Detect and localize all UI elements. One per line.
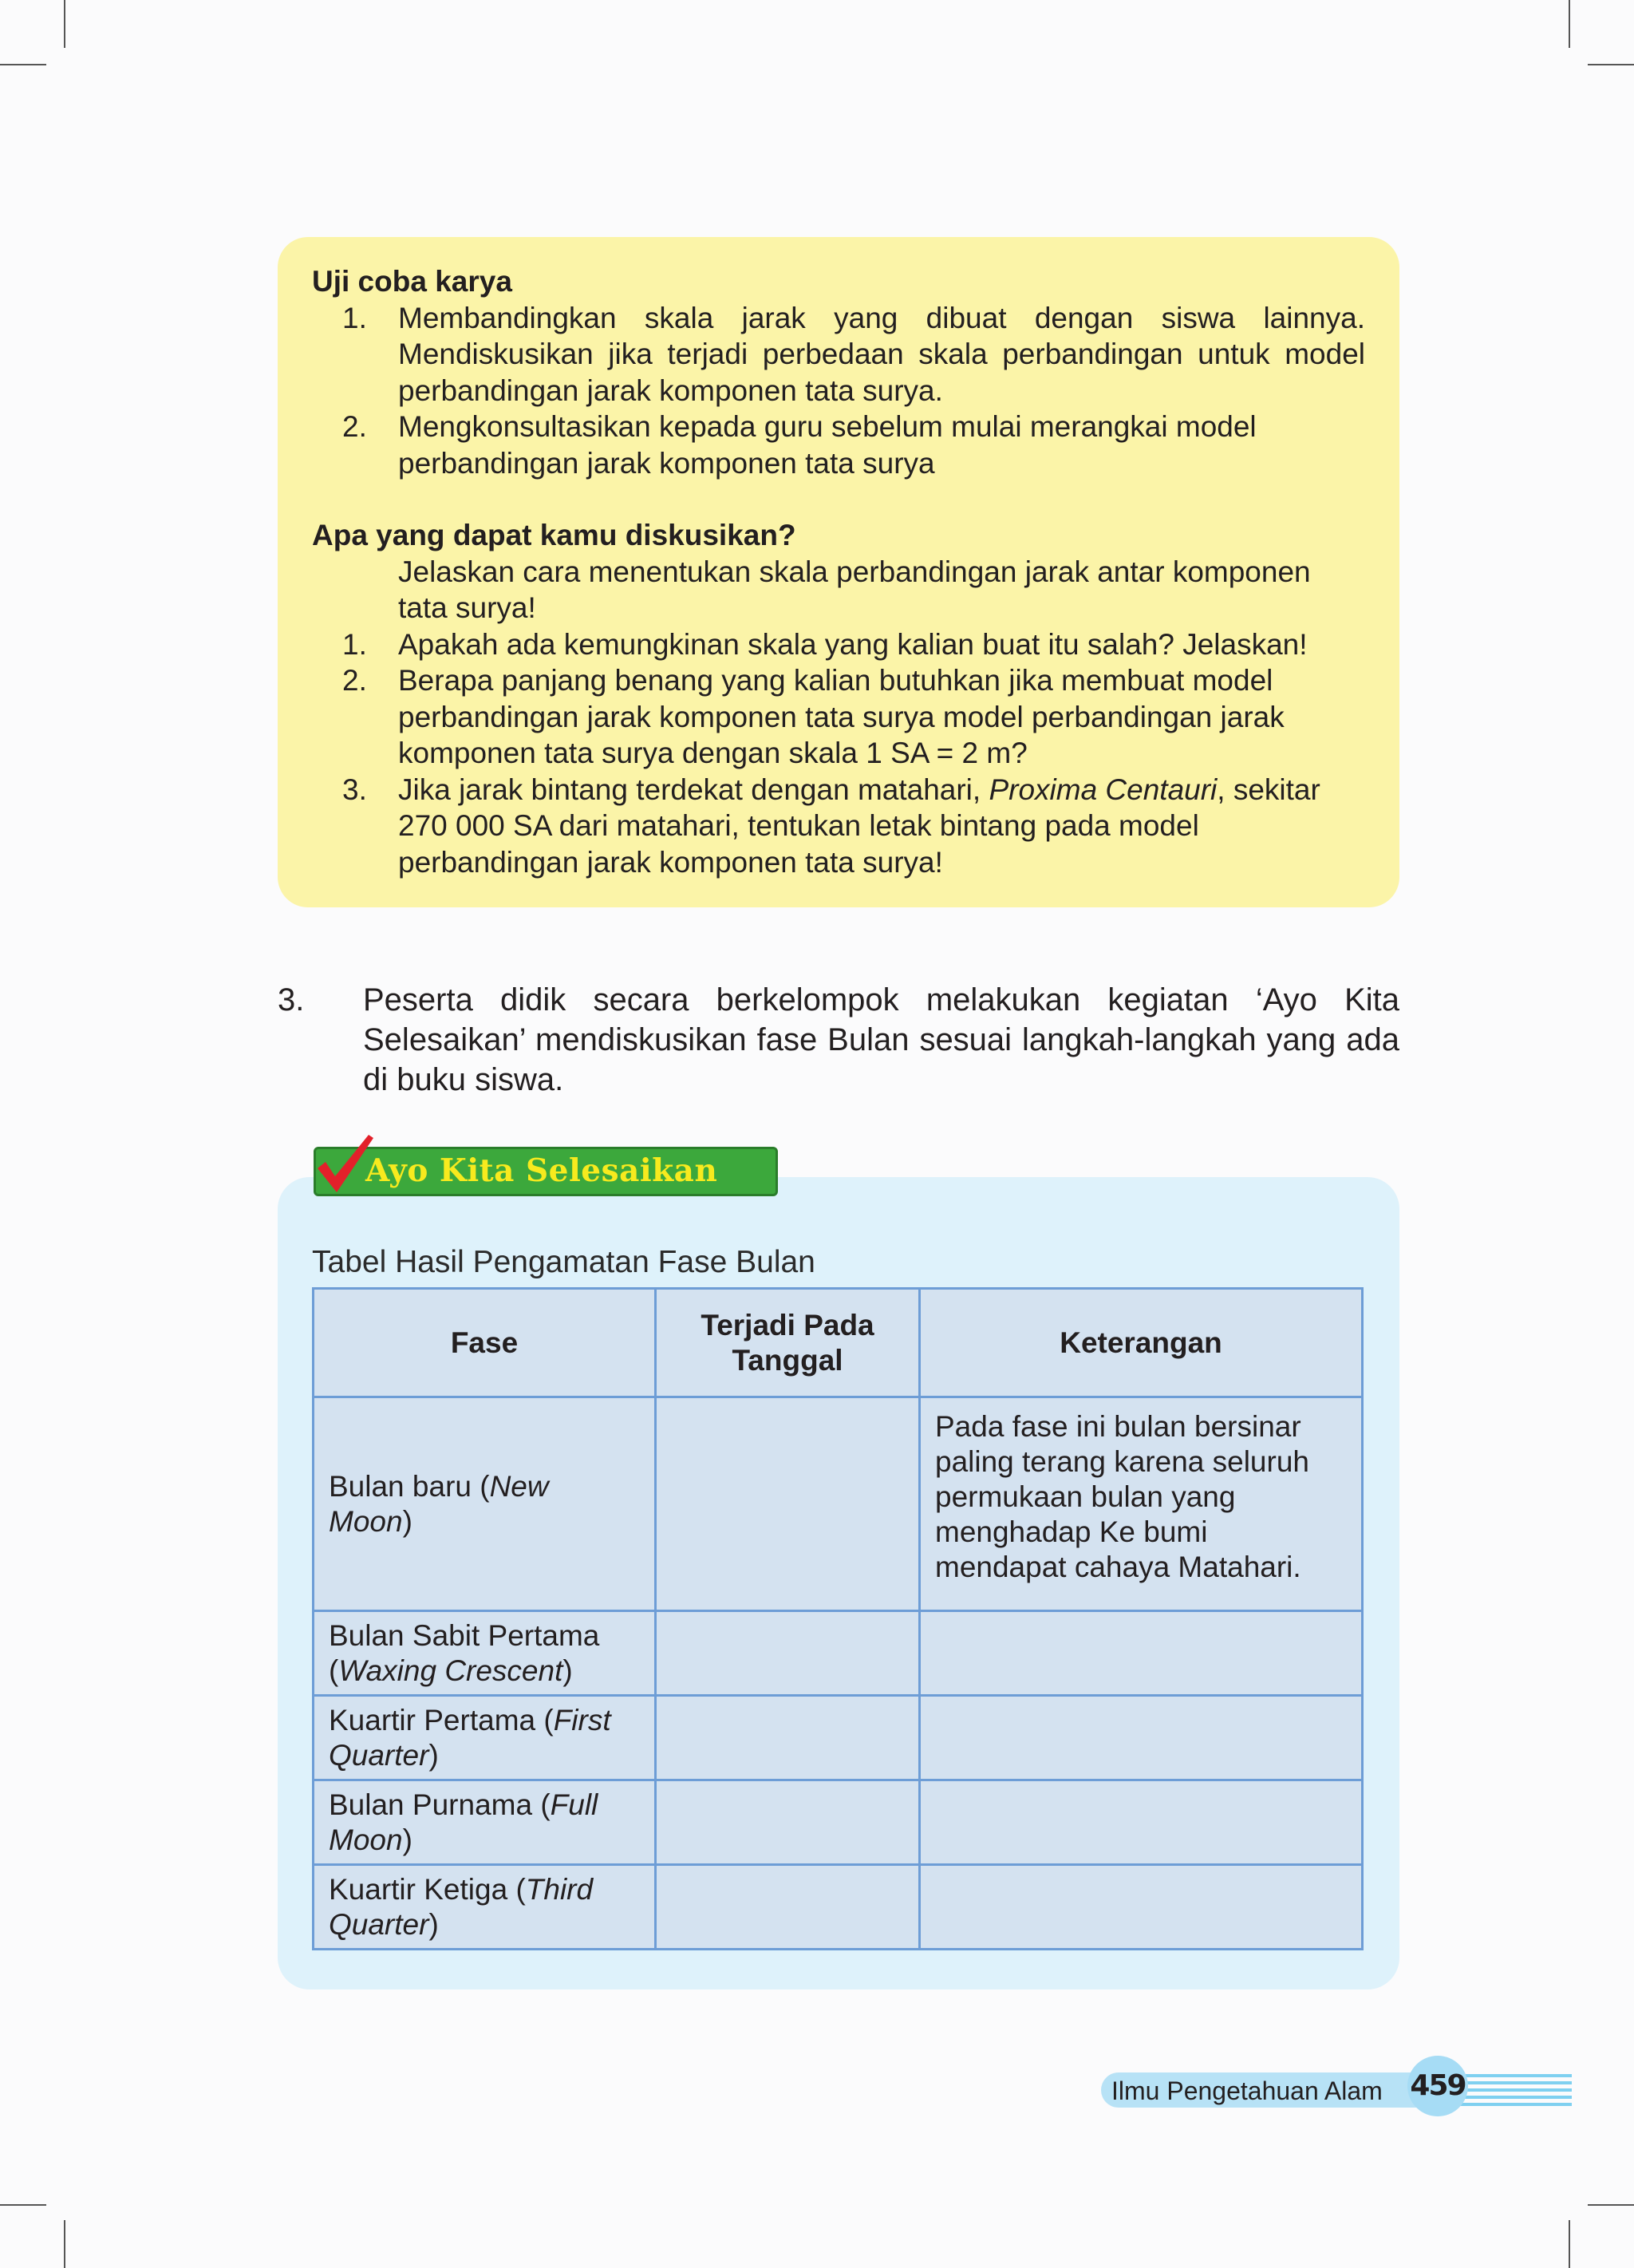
fase-cell	[314, 1780, 656, 1865]
crop-mark	[64, 0, 65, 48]
tanggal-cell[interactable]	[656, 1865, 920, 1950]
table-row	[314, 1865, 1363, 1950]
fase-name: Bulan baru (	[329, 1469, 490, 1503]
table-row	[314, 1696, 1363, 1780]
fase-cell	[314, 1397, 656, 1611]
crop-mark	[64, 2220, 65, 2268]
tanggal-cell[interactable]	[656, 1780, 920, 1865]
item-text-part: Jika jarak bintang terdekat dengan matahari,	[398, 772, 989, 806]
star-name: Proxima Centauri	[989, 772, 1218, 806]
crop-mark	[0, 2204, 46, 2206]
column-header-fase: Fase	[314, 1289, 656, 1397]
item-number: 3.	[342, 772, 367, 806]
step-number: 3.	[278, 982, 305, 1017]
fase-close: )	[428, 1907, 439, 1941]
fase-english: Full Moon	[329, 1788, 598, 1856]
item-text-part: , sekitar 270 000 SA dari matahari, tentukan letak bintang pada model perbandingan jarak komponen tata surya!	[398, 772, 1320, 879]
column-header-keterangan: Keterangan	[920, 1289, 1363, 1397]
list-item	[312, 300, 1365, 409]
activity-badge	[314, 1147, 778, 1196]
keterangan-cell[interactable]	[920, 1865, 1363, 1950]
item-number: 2.	[342, 410, 367, 443]
tanggal-cell[interactable]	[656, 1397, 920, 1611]
crop-mark	[0, 64, 46, 65]
fase-close: )	[428, 1738, 439, 1772]
red-checkmark-icon	[313, 1132, 377, 1195]
item-text: Membandingkan skala jarak yang dibuat dengan siswa lainnya. Mendiskusikan jika terjadi perbedaan skala perbandingan untuk model perbandingan jarak komponen tata surya.	[398, 301, 1365, 407]
keterangan-cell: Pada fase ini bulan bersinar paling terang karena seluruh permukaan bulan yang menghadap Ke bumi mendapat cahaya Matahari.	[920, 1397, 1363, 1611]
item-text: Apakah ada kemungkinan skala yang kalian buat itu salah? Jelaskan!	[398, 627, 1308, 661]
fase-close: )	[402, 1823, 412, 1856]
table-caption: Tabel Hasil Pengamatan Fase Bulan	[312, 1245, 815, 1279]
fase-close: )	[562, 1654, 573, 1687]
item-number: 1.	[342, 627, 367, 661]
item-text: Berapa panjang benang yang kalian butuhkan jika membuat model perbandingan jarak komponen tata surya model perbandingan jarak komponen tata surya dengan skala 1 SA = 2 m?	[398, 664, 1285, 769]
item-number: 1.	[342, 301, 367, 334]
fase-name: Bulan Purnama (	[329, 1788, 551, 1821]
uji-coba-heading: Uji coba karya	[312, 265, 512, 298]
fase-english: Third Quarter	[329, 1872, 594, 1941]
badge-label: Ayo Kita Selesaikan	[365, 1152, 718, 1189]
diskusi-intro: Jelaskan cara menentukan skala perbandingan jarak antar komponen tata surya!	[398, 555, 1311, 624]
list-item	[312, 626, 1365, 663]
item-number: 2.	[342, 664, 367, 697]
fase-english: First Quarter	[329, 1703, 611, 1772]
diskusi-list	[312, 626, 1365, 881]
item-text: Mengkonsultasikan kepada guru sebelum mulai merangkai model perbandingan jarak komponen tata surya	[398, 410, 1257, 480]
footer-subject: Ilmu Pengetahuan Alam	[1111, 2076, 1383, 2105]
fase-name: Kuartir Pertama (	[329, 1703, 554, 1737]
step-text: Peserta didik secara berkelompok melakukan kegiatan ‘Ayo Kita Selesaikan’ mendiskusikan fase Bulan sesuai langkah-langkah yang ada di buku siswa.	[363, 982, 1399, 1097]
fase-cell	[314, 1611, 656, 1696]
discussion-box	[278, 237, 1399, 907]
keterangan-cell[interactable]	[920, 1611, 1363, 1696]
uji-coba-list	[312, 300, 1365, 482]
fase-name: Kuartir Ketiga (	[329, 1872, 526, 1906]
fase-close: )	[402, 1504, 412, 1538]
item-text	[398, 772, 1365, 881]
fase-cell	[314, 1865, 656, 1950]
crop-mark	[1588, 2204, 1634, 2206]
crop-mark	[1569, 0, 1570, 48]
list-item	[312, 409, 1365, 481]
keterangan-cell[interactable]	[920, 1780, 1363, 1865]
table-header-row	[314, 1289, 1363, 1397]
fase-english: New Moon	[329, 1469, 549, 1538]
crop-mark	[1569, 2220, 1570, 2268]
column-header-tanggal: Terjadi Pada Tanggal	[656, 1289, 920, 1397]
page-number: 459	[1410, 2069, 1466, 2102]
tanggal-cell[interactable]	[656, 1611, 920, 1696]
tanggal-cell[interactable]	[656, 1696, 920, 1780]
crop-mark	[1588, 64, 1634, 65]
diskusi-heading: Apa yang dapat kamu diskusikan?	[312, 519, 796, 551]
table-row	[314, 1780, 1363, 1865]
table-row	[314, 1397, 1363, 1611]
fase-cell	[314, 1696, 656, 1780]
table-row	[314, 1611, 1363, 1696]
keterangan-cell[interactable]	[920, 1696, 1363, 1780]
list-item	[312, 662, 1365, 772]
list-item	[312, 772, 1365, 881]
fase-english: Waxing Crescent	[338, 1654, 563, 1687]
moon-phase-table	[312, 1287, 1364, 1950]
fase-name: Bulan Sabit Pertama (	[329, 1618, 600, 1687]
step-3-paragraph	[278, 980, 1399, 1100]
